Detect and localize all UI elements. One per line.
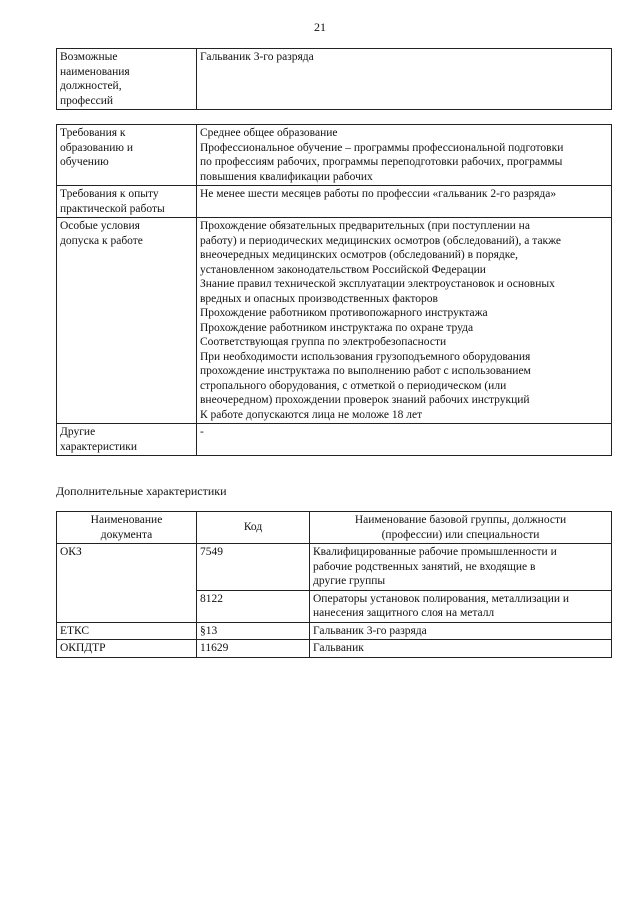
table-row: [57, 218, 612, 424]
okz-doc: ОКЗ: [57, 544, 197, 623]
okpdtr-name: Гальваник: [310, 640, 612, 658]
positions-table: [56, 48, 612, 110]
special-conditions-label: Особые условия допуска к работе: [57, 218, 197, 424]
column-header-code: Код: [197, 512, 310, 544]
table-row: [57, 49, 612, 110]
table-row: [57, 186, 612, 218]
table-row: [57, 544, 612, 591]
etks-code: §13: [197, 622, 310, 640]
experience-value: Не менее шести месяцев работы по профессии «гальваник 2-го разряда»: [197, 186, 612, 218]
requirements-table: [56, 124, 612, 456]
table-row: [57, 424, 612, 456]
okpdtr-code: 11629: [197, 640, 310, 658]
column-header-document: Наименование документа: [57, 512, 197, 544]
okz-code: 8122: [197, 590, 310, 622]
additional-characteristics-heading: Дополнительные характеристики: [56, 484, 227, 498]
table-row: [57, 622, 612, 640]
okz-code: 7549: [197, 544, 310, 591]
education-label: Требования к образованию и обучению: [57, 125, 197, 186]
column-header-base-group: Наименование базовой группы, должности (профессии) или специальности: [310, 512, 612, 544]
etks-name: Гальваник 3-го разряда: [310, 622, 612, 640]
okz-name: Операторы установок полирования, металлизации и нанесения защитного слоя на металл: [310, 590, 612, 622]
table-header-row: [57, 512, 612, 544]
table-row: [57, 640, 612, 658]
other-characteristics-value: -: [197, 424, 612, 456]
positions-label: Возможные наименования должностей, профессий: [57, 49, 197, 110]
page-number: 21: [314, 20, 326, 34]
experience-label: Требования к опыту практической работы: [57, 186, 197, 218]
special-conditions-value: Прохождение обязательных предварительных (при поступлении на работу) и периодических медицинских осмотров (обследований), а также внеочередных медицинских осмотров (обследований) в порядке, установленном законодательством Российской Федерации Знание правил технической эксплуатации электроустановок и основных вредных и опасных производственных факторов Прохождение работником противопожарного инструктажа Прохождение работником инструктажа по охране труда Соответствующая группа по электробезопасности При необходимости использования грузоподъемного оборудования прохождение инструктажа по выполнению работ с использованием стропального оборудования, с отметкой о периодическом (или внеочередном) прохождении проверок знаний рабочих инструкций К работе допускаются лица не моложе 18 лет: [197, 218, 612, 424]
other-characteristics-label: Другие характеристики: [57, 424, 197, 456]
education-value: Среднее общее образование Профессиональное обучение – программы профессиональной подготовки по профессиям рабочих, программы переподготовки рабочих, программы повышения квалификации рабочих: [197, 125, 612, 186]
positions-value: Гальваник 3-го разряда: [197, 49, 612, 110]
okz-name: Квалифицированные рабочие промышленности и рабочие родственных занятий, не входящие в другие группы: [310, 544, 612, 591]
etks-doc: ЕТКС: [57, 622, 197, 640]
additional-characteristics-table: [56, 511, 612, 658]
okpdtr-doc: ОКПДТР: [57, 640, 197, 658]
table-row: [57, 125, 612, 186]
